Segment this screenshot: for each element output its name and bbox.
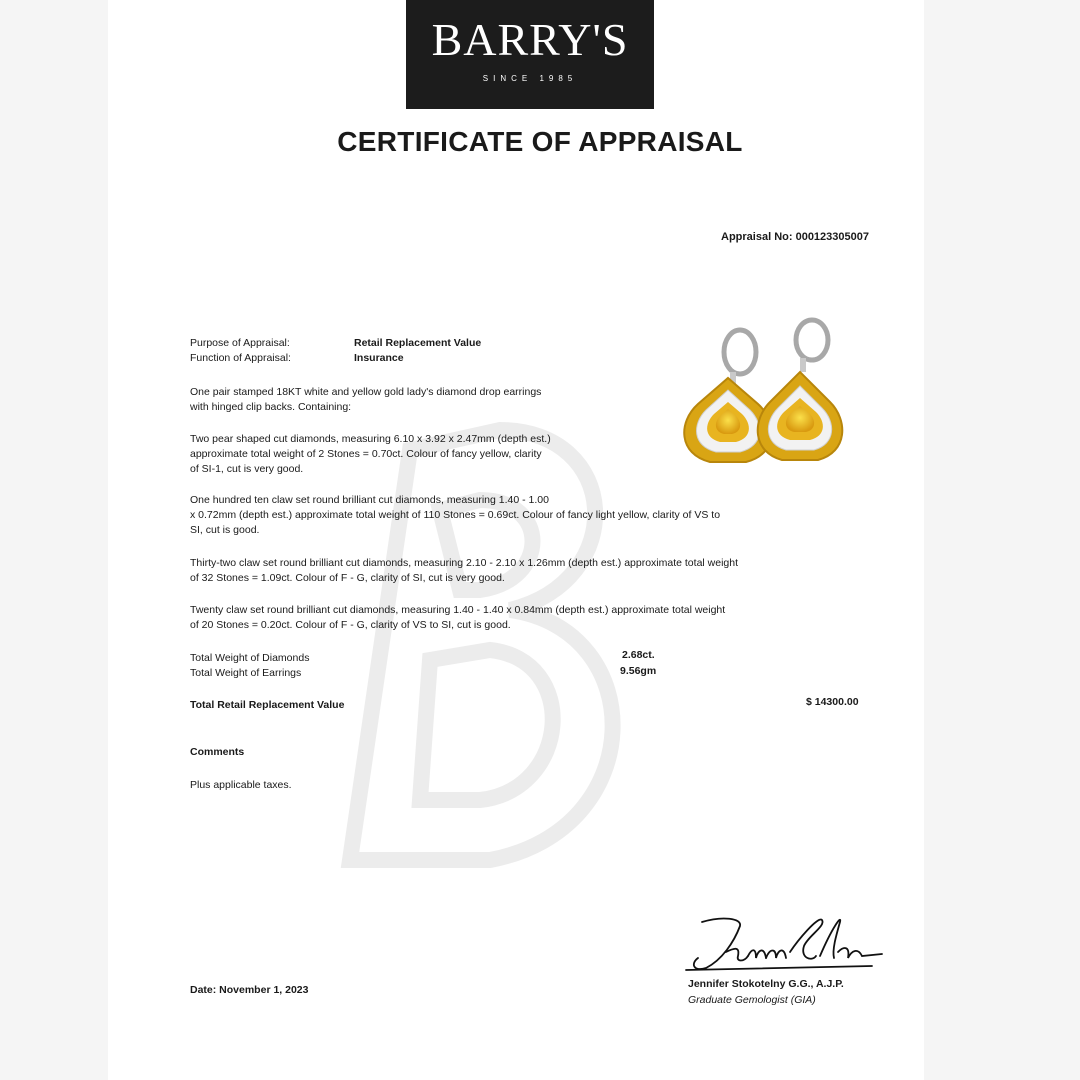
total-earrings-value: 9.56gm: [620, 665, 657, 677]
comments-heading: Comments: [190, 746, 245, 758]
barrys-logo: [406, 0, 654, 109]
total-retail-label: Total Retail Replacement Value: [190, 699, 345, 711]
appraisal-date: Date: November 1, 2023: [190, 984, 309, 996]
description-item-20-diamonds: Twenty claw set round brilliant cut diamonds, measuring 1.40 - 1.40 x 0.84mm (depth est.) approximate total weight of 20 Stones = 0.20ct. Colour of F - G, clarity of VS to SI, cut is good.: [190, 604, 726, 631]
appraisal-number: Appraisal No: 000123305007: [721, 231, 869, 243]
signer-name: Jennifer Stokotelny G.G., A.J.P.: [688, 978, 844, 990]
function-label: Function of Appraisal:: [190, 352, 291, 364]
purpose-row: [190, 337, 481, 349]
logo-name: BARRY'S: [431, 14, 629, 65]
function-row: [190, 352, 404, 364]
description-item-32-diamonds: Thirty-two claw set round brilliant cut diamonds, measuring 2.10 - 2.10 x 1.26mm (depth est.) approximate total weight of 32 Stones = 1.09ct. Colour of F - G, clarity of SI, cut is very good.: [190, 557, 739, 584]
earrings-photo: [672, 314, 848, 472]
purpose-label: Purpose of Appraisal:: [190, 337, 290, 349]
signature: [682, 912, 902, 978]
description-item-110-diamonds: One hundred ten claw set round brilliant cut diamonds, measuring 1.40 - 1.00 x 0.72mm (depth est.) approximate total weight of 110 Stones = 0.69ct. Colour of fancy light yellow, clarity of VS to SI, cut is good.: [190, 494, 721, 536]
description-item-pear-diamonds: Two pear shaped cut diamonds, measuring 6.10 x 3.92 x 2.47mm (depth est.) approximate total weight of 2 Stones = 0.70ct. Colour of fancy yellow, clarity of SI-1, cut is very good.: [190, 433, 551, 475]
function-value: Insurance: [354, 352, 404, 364]
signer-title: Graduate Gemologist (GIA): [688, 994, 816, 1006]
total-retail-value: $ 14300.00: [806, 696, 859, 708]
total-diamonds-value: 2.68ct.: [622, 649, 655, 661]
certificate-title: CERTIFICATE OF APPRAISAL: [337, 126, 743, 157]
description-item-setting: One pair stamped 18KT white and yellow gold lady's diamond drop earrings with hinged clip backs. Containing:: [190, 386, 542, 413]
comments-text: Plus applicable taxes.: [190, 779, 292, 791]
total-diamonds-label: Total Weight of Diamonds: [190, 652, 310, 664]
total-earrings-label: Total Weight of Earrings: [190, 667, 302, 679]
logo-since: SINCE 1985: [482, 74, 578, 83]
purpose-value: Retail Replacement Value: [354, 337, 482, 349]
